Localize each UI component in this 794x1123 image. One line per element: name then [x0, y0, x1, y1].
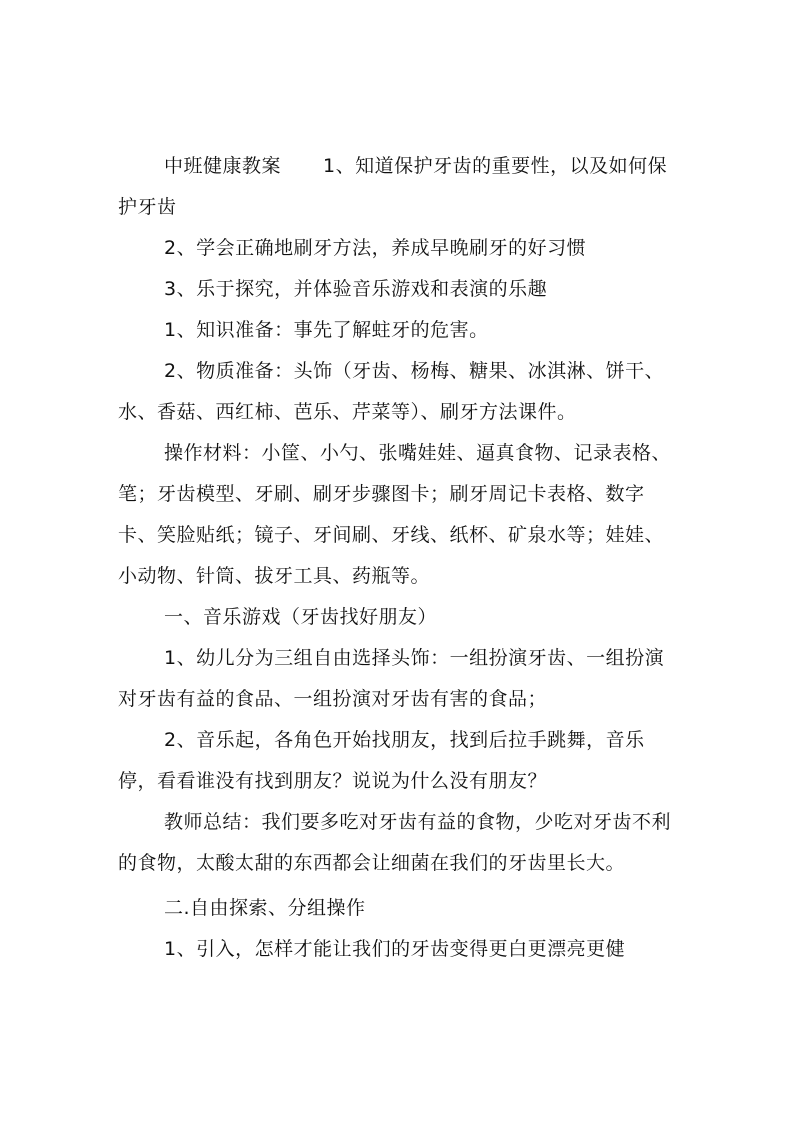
- paragraph-teacher-summary: 教师总结：我们要多吃对牙齿有益的食物，少吃对牙齿不利的食物，太酸太甜的东西都会让细菌在我们的牙齿里长大。: [118, 811, 672, 874]
- paragraph-intro-step: 1、引入，怎样才能让我们的牙齿变得更白更漂亮更健: [164, 938, 626, 960]
- paragraph-knowledge-prep: 1、知识准备：事先了解蛀牙的危害。: [164, 319, 489, 341]
- paragraph-material-prep: 2、物质准备：头饰（牙齿、杨梅、糖果、冰淇淋、饼干、水、香菇、西红柿、芭乐、芹菜等）、刷牙方法课件。: [118, 360, 665, 423]
- paragraph-step-2: 2、音乐起，各角色开始找朋友，找到后拉手跳舞，音乐停，看看谁没有找到朋友？说说为什么没有朋友？: [118, 729, 645, 792]
- lesson-title: 中班健康教案: [164, 155, 282, 177]
- paragraph-title-and-goal-1: [118, 146, 678, 228]
- goal-1-text: 1、知道保护牙齿的重要性，以及如何保护牙齿: [118, 155, 668, 218]
- paragraph-goal-3: 3、乐于探究，并体验音乐游戏和表演的乐趣: [164, 278, 548, 300]
- paragraph-operation-materials: 操作材料：小筐、小勺、张嘴娃娃、逼真食物、记录表格、笔；牙齿模型、牙刷、刷牙步骤图卡；刷牙周记卡表格、数字卡、笑脸贴纸；镜子、牙间刷、牙线、纸杯、矿泉水等；娃娃、小动物、针筒、拔牙工具、药瓶等。: [118, 442, 672, 587]
- paragraph-section-explore: 二.自由探索、分组操作: [164, 897, 366, 919]
- document-body: [118, 146, 678, 970]
- paragraph-section-music-game: 一、音乐游戏（牙齿找好朋友）: [164, 606, 438, 628]
- paragraph-step-1: 1、幼儿分为三组自由选择头饰：一组扮演牙齿、一组扮演对牙齿有益的食品、一组扮演对牙齿有害的食品；: [118, 647, 665, 710]
- paragraph-goal-2: 2、学会正确地刷牙方法，养成早晚刷牙的好习惯: [164, 237, 587, 259]
